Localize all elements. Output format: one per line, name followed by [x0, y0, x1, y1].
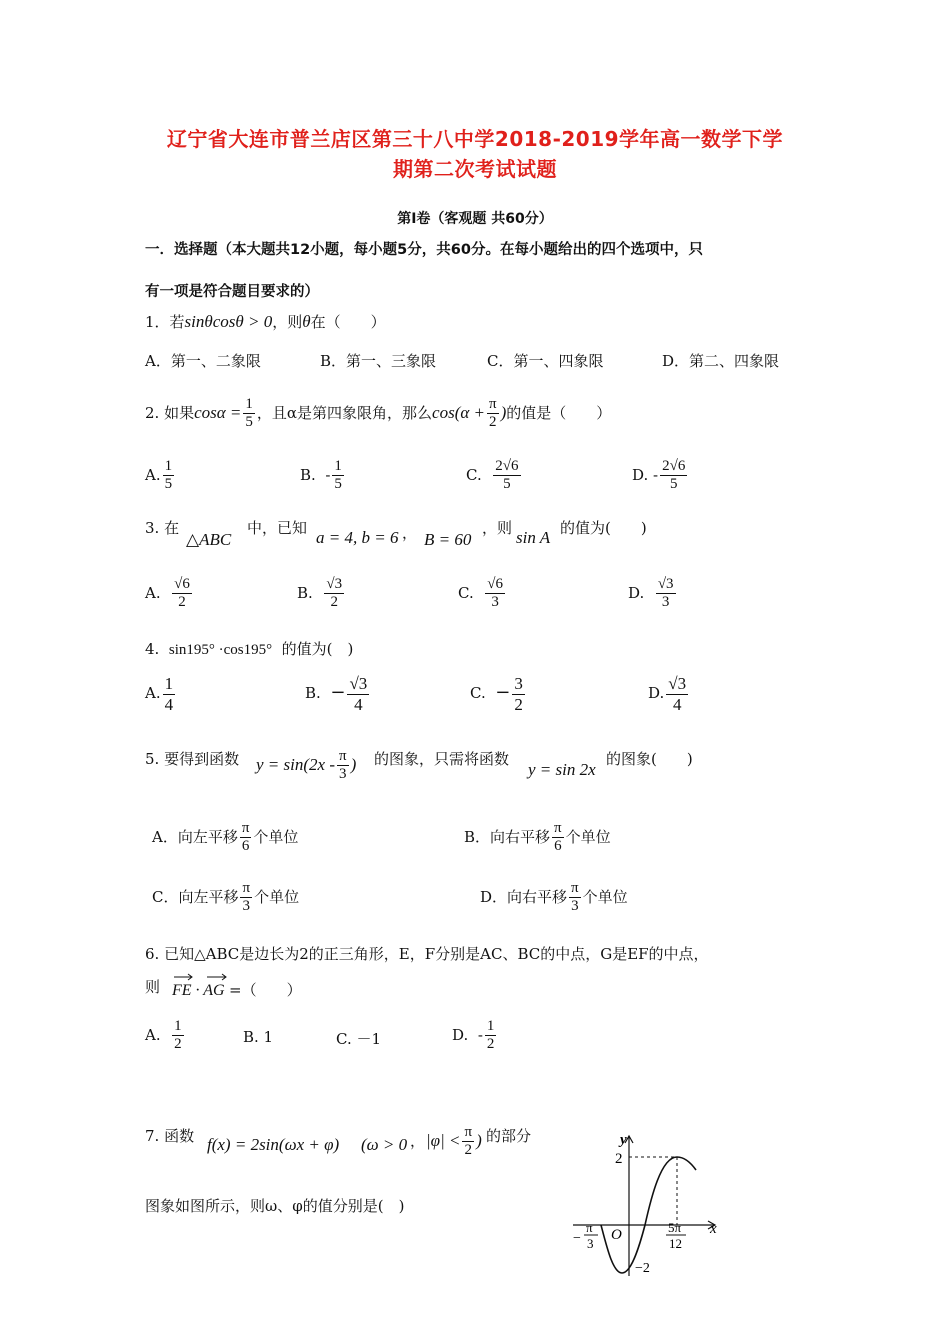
q1-expr: sinθcosθ > 0 [184, 312, 273, 331]
q1-option-a: A．第一、二象限 [145, 352, 261, 370]
x-axis-label: x [710, 1221, 717, 1237]
q3-number: 3. 在 [145, 519, 180, 537]
q7-sine-graph [565, 1128, 730, 1278]
q2-expr-b: cos(α + [432, 402, 486, 422]
q2-option-a: A. $\frac{1}{5}$ [145, 458, 173, 493]
question-1 [145, 311, 386, 332]
q5-expr-b: y = sin 2x [528, 760, 596, 779]
x-right-numerator: 5π [668, 1220, 682, 1235]
q7-condition-1: (ω > 0 [361, 1135, 408, 1154]
q4-option-b: B. − $\frac{√3}{4}$ [305, 674, 368, 714]
origin-label: O [611, 1227, 622, 1243]
q2-expr-a: cosα = [194, 402, 242, 422]
q4-option-c: C. − $\frac{3}{2}$ [470, 674, 523, 714]
q1-number: 1．若 [145, 313, 185, 331]
q6-option-a: A. $\frac{1}{2}$ [145, 1018, 182, 1053]
q5-option-d: D．向右平移 $\frac{\pi}{3}$ 个单位 [480, 880, 628, 915]
y-max-label: 2 [615, 1151, 623, 1167]
q3-triangle: △ABC [186, 530, 232, 549]
instructions-line-1: 一．选择题（本大题共12小题，每小题5分，共60分。在每小题给出的四个选项中，只 [145, 242, 703, 258]
q6-option-c: C. －1 [336, 1030, 382, 1048]
q6-line-1: 6. 已知△ABC是边长为2的正三角形，E，F分别是AC、BC的中点，G是EF的中点， [145, 945, 709, 963]
q3-expr: sin A [516, 528, 551, 547]
q4-option-d: D. $\frac{√3}{4}$ [648, 674, 687, 714]
q6-expr: FE · AG [172, 982, 225, 999]
q3-condition-1: a = 4, b = 6 [316, 528, 399, 547]
q6-option-d: D. - $\frac{1}{2}$ [452, 1018, 495, 1053]
q7-tail: 的部分 [486, 1127, 532, 1145]
q1-option-d: D．第二、四象限 [662, 352, 780, 370]
q5-option-c: C．向左平移 $\frac{\pi}{3}$ 个单位 [152, 880, 300, 915]
sine-curve [601, 1157, 696, 1273]
q1-tail: 在（ ） [310, 313, 386, 331]
q2-option-d: D. - $\frac{2√6}{5}$ [632, 458, 686, 493]
q1-var: θ [302, 312, 311, 331]
q5-number: 5. 要得到函数 [145, 750, 240, 768]
q5-option-a: A．向左平移 $\frac{\pi}{6}$ 个单位 [152, 820, 299, 855]
q1-option-b: B．第一、三象限 [320, 352, 437, 370]
q2-option-c: C. $\frac{2√6}{5}$ [466, 458, 519, 493]
x-left-denominator: 3 [587, 1236, 594, 1251]
q6-vector-expr [172, 976, 225, 999]
q4-number: 4. [145, 640, 160, 658]
q7-expr: f(x) = 2sin(ωx + φ) [207, 1135, 340, 1154]
q2-number: 2. 如果 [145, 403, 195, 422]
q3-option-d: D. $\frac{√3}{3}$ [628, 576, 674, 611]
y-min-label: −2 [635, 1261, 650, 1276]
q2-fraction: $\frac{1}{5}$ [245, 396, 253, 431]
x-left-numerator: π [586, 1220, 593, 1235]
x-right-denominator: 12 [669, 1236, 682, 1251]
q2-mid: ，且α是第四象限角，那么 [256, 403, 433, 422]
q5-option-b: B．向右平移 $\frac{\pi}{6}$ 个单位 [464, 820, 611, 855]
q6-tail: =（ ） [229, 981, 302, 999]
q6-pre: 则 [145, 978, 161, 996]
q5-mid: 的图象，只需将函数 [374, 750, 510, 768]
y-axis-label: y [620, 1132, 627, 1148]
q3-condition-2: B = 60 [424, 530, 472, 549]
q4-option-a: A. $\frac{1}{4}$ [145, 674, 174, 714]
title-line-2: 期第二次考试试题 [393, 157, 557, 181]
q3-option-a: A. $\frac{√6}{2}$ [145, 576, 190, 611]
x-left-sign: − [573, 1231, 581, 1246]
q6-option-b: B. 1 [243, 1028, 274, 1046]
q2-option-b: B. - $\frac{1}{5}$ [300, 458, 342, 493]
q7-condition-2: |φ| < $\frac{\pi}{2}$ ) [426, 1124, 482, 1159]
title-line-1: 辽宁省大连市普兰店区第三十八中学2018-2019学年高一数学下学 [166, 127, 784, 151]
q3-option-b: B. $\frac{√3}{2}$ [297, 576, 343, 611]
q2-tail: 的值是（ ） [506, 403, 612, 422]
q7-number: 7. 函数 [145, 1127, 195, 1145]
q7-line-2: 图象如图所示，则ω、φ的值分别是( ) [145, 1197, 405, 1215]
q5-expr-a: y = sin(2x - [256, 754, 335, 774]
question-2: 2. 如果cosα = $\frac{1}{5}$ ，且α是第四象限角，那么cos(α + $\frac{\pi}{2}$ )的值是（ ） [145, 396, 612, 431]
instructions-line-2: 有一项是符合题目要求的） [145, 284, 319, 300]
q5-tail: 的图象( ) [606, 750, 693, 768]
q3-mid-1: 中，已知 [247, 519, 308, 537]
q4-expr: sin195° ·cos195° [168, 642, 273, 658]
question-4 [145, 638, 353, 659]
q3-option-c: C. $\frac{√6}{3}$ [458, 576, 503, 611]
q3-tail: 的值为( ) [560, 519, 647, 537]
q4-tail: 的值为( ) [281, 640, 354, 658]
section-header: 第Ⅰ卷（客观题 共60分） [397, 211, 553, 227]
q2-fraction-pi: $\frac{\pi}{2}$ [489, 396, 497, 431]
q5-expr-a-wrap: y = sin(2x - $\frac{\pi}{3}$ ) [256, 748, 357, 783]
q1-mid: ，则 [272, 313, 303, 331]
q1-option-c: C．第一、四象限 [487, 352, 604, 370]
q3-mid-2: ，则 [482, 519, 513, 537]
